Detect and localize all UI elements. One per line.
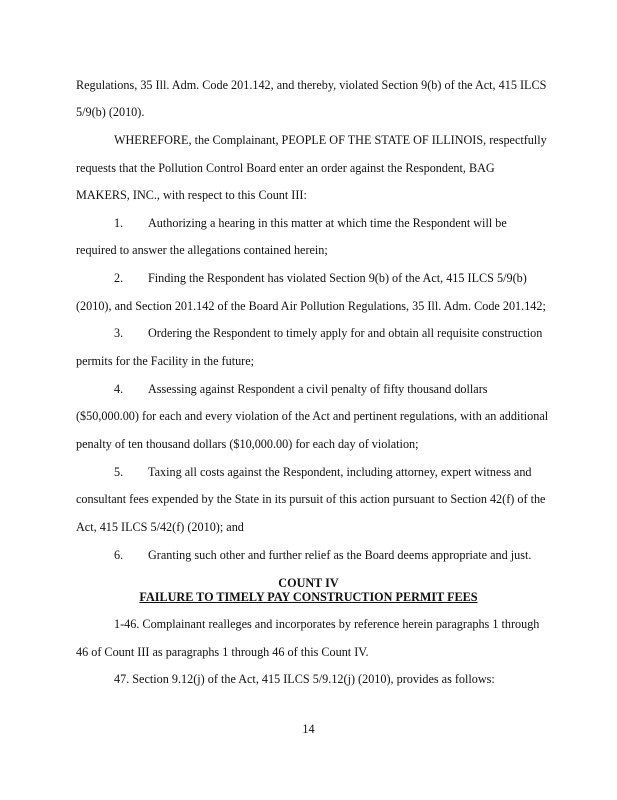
wherefore-line-1: WHEREFORE, the Complainant, PEOPLE OF THE STATE OF ILLINOIS, respectfully	[114, 133, 547, 147]
paragraph-47-line-1: 47. Section 9.12(j) of the Act, 415 ILCS 5/9.12(j) (2010), provides as follows:	[114, 672, 495, 686]
relief-item-text: Granting such other and further relief as the Board deems appropriate and just.	[148, 548, 532, 562]
relief-item-text: (2010), and Section 201.142 of the Board Air Pollution Regulations, 35 Ill. Adm. Code 201.142;	[76, 299, 546, 313]
relief-item-text: Finding the Respondent has violated Section 9(b) of the Act, 415 ILCS 5/9(b)	[148, 271, 527, 285]
relief-item-text: penalty of ten thousand dollars ($10,000.00) for each day of violation;	[76, 437, 419, 451]
intro-line-1: Regulations, 35 Ill. Adm. Code 201.142, and thereby, violated Section 9(b) of the Act, 415 ILCS	[76, 78, 547, 92]
relief-item-number: 5.	[114, 465, 124, 479]
realleges-line-2: 46 of Count III as paragraphs 1 through 46 of this Count IV.	[76, 645, 369, 659]
relief-item-text: Assessing against Respondent a civil penalty of fifty thousand dollars	[148, 382, 488, 396]
count-heading-subtitle: FAILURE TO TIMELY PAY CONSTRUCTION PERMIT FEES	[139, 590, 478, 604]
relief-item-number: 6.	[114, 548, 124, 562]
relief-item-number: 2.	[114, 271, 124, 285]
realleges-line-1: 1-46. Complainant realleges and incorporates by reference herein paragraphs 1 through	[114, 617, 540, 631]
relief-item-text: permits for the Facility in the future;	[76, 354, 255, 368]
relief-item-text: required to answer the allegations contained herein;	[76, 243, 328, 257]
relief-item-text: Authorizing a hearing in this matter at which time the Respondent will be	[148, 216, 507, 230]
relief-item-text: ($50,000.00) for each and every violation of the Act and pertinent regulations, with an additional	[76, 409, 549, 423]
intro-line-2: 5/9(b) (2010).	[76, 105, 145, 119]
relief-item-text: Ordering the Respondent to timely apply for and obtain all requisite construction	[148, 326, 543, 340]
page-number: 14	[302, 722, 315, 736]
wherefore-line-2: requests that the Pollution Control Board enter an order against the Respondent, BAG	[76, 161, 495, 175]
relief-item-text: Taxing all costs against the Respondent, including attorney, expert witness and	[148, 465, 532, 479]
wherefore-line-3: MAKERS, INC., with respect to this Count III:	[76, 188, 307, 202]
relief-item-number: 4.	[114, 382, 124, 396]
count-heading-title: COUNT IV	[278, 576, 339, 590]
relief-item-text: Act, 415 ILCS 5/42(f) (2010); and	[76, 520, 244, 534]
relief-item-number: 3.	[114, 326, 124, 340]
relief-item-text: consultant fees expended by the State in its pursuit of this action pursuant to Section 42(f) of the	[76, 492, 546, 506]
relief-item-number: 1.	[114, 216, 124, 230]
